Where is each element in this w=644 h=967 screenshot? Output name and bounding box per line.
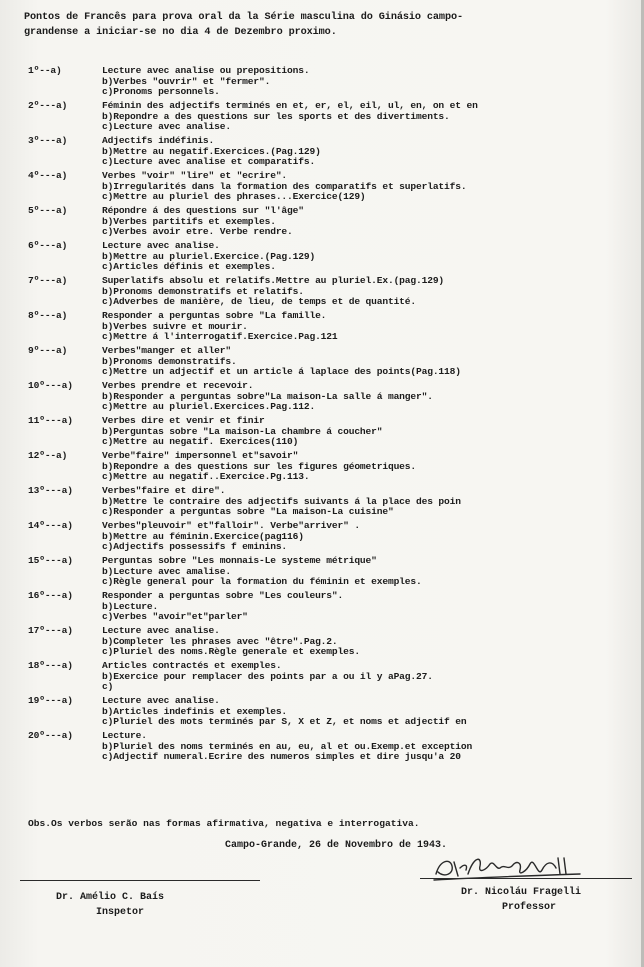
exam-topic-line: c)Mettre au pluriel.Exercices.Pag.112. (102, 401, 316, 413)
professor-role: Professor (502, 902, 557, 913)
exam-topic-item (28, 241, 638, 276)
exam-topic-line: c)Articles définis et exemples. (102, 261, 276, 273)
exam-topic-number: 14º---a) (28, 520, 73, 531)
exam-topic-number: 7º---a) (28, 275, 68, 286)
exam-topic-line: c)Mettre á l'interrogatif.Exercice.Pag.121 (102, 331, 338, 343)
exam-topic-line: Verbes "voir" "lire" et "ecrire". (102, 170, 288, 181)
exam-topic-line: c)Verbes avoir etre. Verbe rendre. (102, 226, 293, 238)
exam-topic-item (28, 136, 638, 171)
exam-topic-item (28, 346, 638, 381)
exam-topic-line: b)Irregularités dans la formation des comparatifs et superlatifs. (102, 180, 467, 192)
exam-topic-line: b)Responder a perguntas sobre"La maison-La salle á manger". (102, 390, 433, 402)
exam-topic-item (28, 381, 638, 416)
exam-topic-number: 20º---a) (28, 730, 73, 741)
inspector-signature-line (20, 880, 260, 881)
exam-topic-line: c)Pluriel des mots terminés par S, X et Z, et noms et adjectif en (102, 716, 467, 728)
exam-topic-item (28, 101, 638, 136)
exam-topic-line: Verbes"manger et aller" (102, 345, 231, 356)
exam-topic-number: 11º---a) (28, 415, 73, 426)
exam-topic-item (28, 66, 638, 101)
exam-topic-line: Perguntas sobre "Les monnais-Le systeme métrique" (102, 555, 377, 566)
exam-topic-line: b)Perguntas sobre "La maison-La chambre á coucher" (102, 425, 383, 437)
header-line-1: Pontos de Francês para prova oral da la Série masculina do Ginásio campo- (24, 12, 463, 23)
exam-topic-line: c)Mettre au negatif..Exercice.Pg.113. (102, 471, 310, 483)
exam-topic-line: c) (102, 681, 114, 693)
exam-topic-line: b)Pronoms demonstratifs. (102, 355, 237, 367)
exam-topic-line: c)Pluriel des noms.Règle generale et exemples. (102, 646, 360, 658)
exam-topics-list (28, 66, 638, 766)
header-line-2: grandense a iniciar-se no dia 4 de Dezembro proximo. (24, 27, 337, 38)
exam-topic-line: b)Verbes suivre et mourir. (102, 320, 248, 332)
exam-topic-line: Responder a perguntas sobre "Les couleurs". (102, 590, 344, 601)
exam-topic-line: b)Pronoms demonstratifs et relatifs. (102, 285, 304, 297)
exam-topic-line: b)Lecture avec amalise. (102, 565, 231, 577)
exam-topic-line: b)Exercice pour remplacer des points par a ou il y aPag.27. (102, 670, 433, 682)
exam-topic-line: b)Repondre a des questions sur les figures géometriques. (102, 460, 417, 472)
exam-topic-number: 12º--a) (28, 450, 68, 461)
exam-topic-item (28, 731, 638, 766)
exam-topic-item (28, 171, 638, 206)
exam-topic-line: c)Mettre au pluriel des phrases...Exercice(129) (102, 191, 366, 203)
exam-topic-line: Verbes dire et venir et finir (102, 415, 265, 426)
exam-topic-line: Féminin des adjectifs terminés en et, er, el, eil, ul, en, on et en (102, 100, 478, 111)
exam-topic-line: Verbe"faire" impersonnel et"savoir" (102, 450, 299, 461)
exam-topic-line: c)Adjectif numeral.Ecrire des numeros simples et dire jusqu'a 20 (102, 751, 461, 763)
exam-topic-item (28, 276, 638, 311)
exam-topic-line: c)Verbes "avoir"et"parler" (102, 611, 248, 623)
exam-topic-item (28, 206, 638, 241)
exam-topic-line: c)Adverbes de manière, de lieu, de temps et de quantité. (102, 296, 417, 308)
exam-topic-line: Lecture avec analise. (102, 240, 220, 251)
exam-topic-line: Adjectifs indéfinis. (102, 135, 215, 146)
exam-topic-line: c)Adjectifs possessifs f eminins. (102, 541, 288, 553)
exam-topic-line: c)Responder a perguntas sobre "La maison-La cuisine" (102, 506, 394, 518)
exam-topic-line: Lecture avec analise. (102, 625, 220, 636)
exam-topic-line: Verbes"faire et dire". (102, 485, 226, 496)
professor-signature (430, 852, 630, 884)
exam-topic-line: b)Mettre au pluriel.Exercice.(Pag.129) (102, 250, 316, 262)
exam-topic-line: b)Mettre au féminin.Exercice(pag116) (102, 530, 304, 542)
exam-topic-line: Répondre á des questions sur "l'âge" (102, 205, 304, 216)
exam-topic-line: b)Lecture. (102, 600, 159, 612)
document-header (24, 10, 636, 40)
exam-topic-item (28, 626, 638, 661)
exam-topic-line: Superlatifs absolu et relatifs.Mettre au pluriel.Ex.(pag.129) (102, 275, 445, 286)
exam-topic-item (28, 521, 638, 556)
exam-topic-number: 9º---a) (28, 345, 68, 356)
exam-topic-number: 8º---a) (28, 310, 68, 321)
exam-topic-item (28, 416, 638, 451)
observation-note: Obs.Os verbos serão nas formas afirmativa, negativa e interrogativa. (28, 818, 420, 829)
inspector-role: Inspetor (96, 907, 145, 918)
exam-topic-number: 2º---a) (28, 100, 68, 111)
exam-topic-line: c)Lecture avec analise et comparatifs. (102, 156, 316, 168)
exam-topic-line: c)Mettre un adjectif et un article á laplace des points(Pag.118) (102, 366, 461, 378)
exam-topic-item (28, 696, 638, 731)
exam-topic-line: Articles contractés et exemples. (102, 660, 282, 671)
exam-topic-line: Lecture. (102, 730, 147, 741)
exam-topic-number: 17º---a) (28, 625, 73, 636)
exam-topic-item (28, 451, 638, 486)
exam-topic-number: 4º---a) (28, 170, 68, 181)
exam-topic-line: c)Mettre au negatif. Exercices(110) (102, 436, 299, 448)
exam-topic-line: Lecture avec analise. (102, 695, 220, 706)
exam-topic-line: Responder a perguntas sobre "La famille. (102, 310, 327, 321)
exam-topic-number: 18º---a) (28, 660, 73, 671)
exam-topic-number: 10º---a) (28, 380, 73, 391)
exam-topic-number: 15º---a) (28, 555, 73, 566)
exam-topic-line: c)Pronoms personnels. (102, 86, 220, 98)
exam-topic-number: 1º--a) (28, 65, 62, 76)
exam-topic-line: c)Lecture avec analise. (102, 121, 231, 133)
professor-signature-line (420, 878, 632, 879)
exam-topic-item (28, 591, 638, 626)
exam-topic-item (28, 311, 638, 346)
exam-topic-line: Verbes prendre et recevoir. (102, 380, 254, 391)
exam-topic-line: b)Mettre au negatif.Exercices.(Pag.129) (102, 145, 321, 157)
exam-topic-number: 5º---a) (28, 205, 68, 216)
professor-name: Dr. Nicoláu Fragelli (461, 887, 582, 898)
exam-topic-number: 16º---a) (28, 590, 73, 601)
exam-topic-number: 13º---a) (28, 485, 73, 496)
exam-topic-line: b)Verbes partitifs et exemples. (102, 215, 276, 227)
exam-topic-line: b)Pluriel des noms terminés en au, eu, al et ou.Exemp.et exception (102, 740, 473, 752)
exam-topic-line: b)Verbes "ouvrir" et "fermer". (102, 75, 271, 87)
exam-topic-number: 19º---a) (28, 695, 73, 706)
exam-topic-line: Lecture avec analise ou prepositions. (102, 65, 310, 76)
exam-topic-number: 3º---a) (28, 135, 68, 146)
exam-topic-item (28, 486, 638, 521)
exam-topic-item (28, 661, 638, 696)
exam-topic-line: b)Articles indefinis et exemples. (102, 705, 288, 717)
exam-topic-item (28, 556, 638, 591)
exam-topic-line: c)Règle general pour la formation du féminin et exemples. (102, 576, 422, 588)
inspector-name: Dr. Amélio C. Baís (56, 892, 165, 903)
place-and-date: Campo-Grande, 26 de Novembro de 1943. (225, 840, 448, 851)
exam-topic-number: 6º---a) (28, 240, 68, 251)
exam-topic-line: Verbes"pleuvoir" et"falloir". Verbe"arriver" . (102, 520, 360, 531)
exam-topic-line: b)Mettre le contraire des adjectifs suivants á la place des poin (102, 495, 461, 507)
exam-topic-line: b)Completer les phrases avec "être".Pag.2. (102, 635, 338, 647)
exam-topic-line: b)Repondre a des questions sur les sports et des divertiments. (102, 110, 450, 122)
